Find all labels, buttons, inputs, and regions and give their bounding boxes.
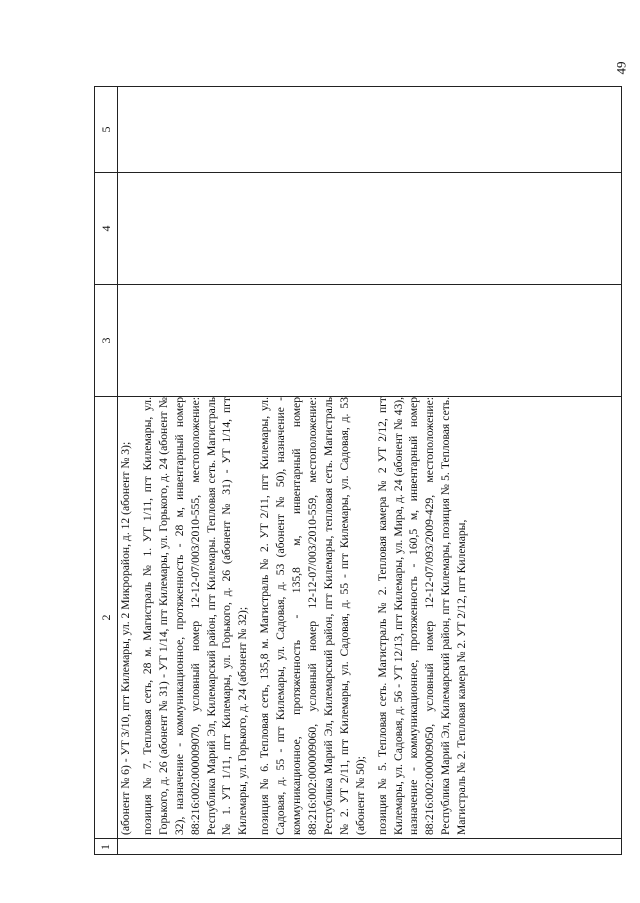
empty-cell-4 <box>118 173 622 285</box>
column-header-3: 3 <box>95 285 118 397</box>
description-paragraph: (абонент № 6) - УТ 3/10, пгт Килемары, ул. 2 Микрорайон, д. 12 (абонент № 3); <box>119 441 132 835</box>
document-table-area <box>94 87 622 855</box>
column-header-2: 2 <box>95 397 118 855</box>
column-header-5: 5 <box>95 87 118 173</box>
table-header-row <box>95 87 118 855</box>
description-cell <box>118 397 622 855</box>
description-paragraph: позиция № 5. Тепловая сеть. Магистраль № 2. Тепловая камера № 2 УТ 2/12, пгт Килемары, ул. Садовая, д. 56 - УТ 12/13, пгт Килемары, ул. Мира, д. 24 (абонент № 43), назначение - коммуникационное, протяженность - 160,5 м, инвентарный номер 88:216:002:000009050, условный номер 12-12-07/093/2009-429, местоположение: Республика Марий Эл, Килемарский район, пгт Килемары, позиция № 5. Тепловая сеть. Магистраль № 2. Тепловая камера № 2. УТ 2/12, пгт Килемары, <box>375 397 469 835</box>
table-frame <box>94 87 622 855</box>
property-table <box>94 86 622 855</box>
table-row <box>118 87 622 855</box>
description-paragraph: позиция № 6. Тепловая сеть, 135,8 м. Магистраль № 2. УТ 2/11, пгт Килемары, ул. Садовая, д. 55 - пгт Килемары, ул. Садовая, д. 53 (абонент № 50), назначение - коммуникационное, протяженность - 135,8 м, инвентарный номер 88:216:002:000009060, условный номер 12-12-07/003/2010-559, местоположение: Республика Марий Эл, Килемарский район, пгт Килемары, тепловая сеть. Магистраль № 2. УТ 2/11, пгт Килемары, ул. Садовая, д. 55 - пгт Килемары, ул. Садовая, д. 53 (абонент № 50); <box>258 397 367 835</box>
column-header-4: 4 <box>95 173 118 285</box>
column-header-1: 1 <box>98 844 112 850</box>
empty-cell-5 <box>118 87 622 173</box>
description-paragraph: позиция № 7. Тепловая сеть, 28 м. Магистраль № 1. УТ 1/11, пгт Килемары, ул. Горького, д. 26 (абонент № 31) - УТ 1/14, пгт Килемары, ул. Горького, д. 24 (абонент № 32), назначение - коммуникационное, протяженность - 28 м, инвентарный номер 88:216:002:000009070, условный номер 12-12-07/003/2010-555, местоположение: Республика Марий Эл, Килемарский район, пгт Килемары. Тепловая сеть. Магистраль № 1. УТ 1/11, пгт Килемары, ул. Горького, д. 26 (абонент № 31) - УТ 1/14, пгт Килемары, ул. Горького, д. 24 (абонент № 32); <box>140 397 250 835</box>
row-number-column <box>94 838 622 855</box>
page-number: 49 <box>613 61 629 75</box>
empty-cell-3 <box>118 285 622 397</box>
